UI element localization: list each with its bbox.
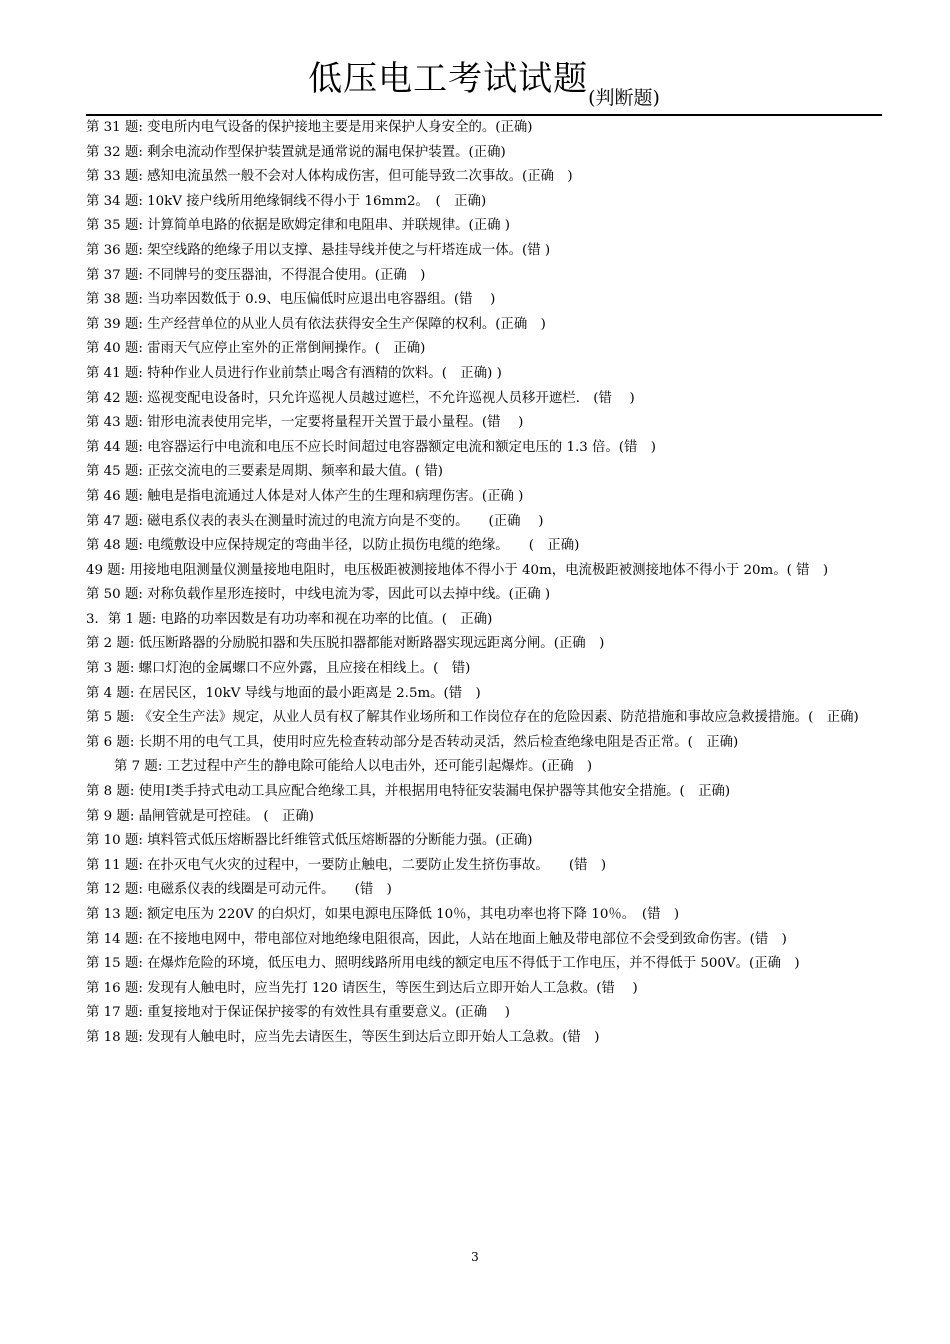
page-number: 3 <box>471 1250 479 1264</box>
question-item: 第 50 题: 对称负载作星形连接时，中线电流为零，因此可以去掉中线。(正确 ) <box>86 587 551 603</box>
question-item: 第 42 题: 巡视变配电设备时，只允许巡视人员越过遮栏，不允许巡视人员移开遮栏. (错 ) <box>86 390 635 406</box>
question-item: 第 17 题: 重复接地对于保证保护接零的有效性具有重要意义。(正确 ) <box>86 1005 510 1021</box>
question-item: 第 39 题: 生产经营单位的从业人员有依法获得安全生产保障的权利。(正确 ) <box>86 316 546 332</box>
question-item: 3．第 1 题: 电路的功率因数是有功功率和视在功率的比值。( 正确) <box>86 611 493 627</box>
question-item: 第 47 题: 磁电系仪表的表头在测量时流过的电流方向是不变的。 (正确 ) <box>86 513 544 529</box>
question-item: 第 33 题: 感知电流虽然一般不会对人体构成伤害，但可能导致二次事故。(正确 ) <box>86 169 573 185</box>
question-item: 第 12 题: 电磁系仪表的线圈是可动元件。 (错 ) <box>86 882 392 898</box>
question-item: 第 7 题: 工艺过程中产生的静电除可能给人以电击外，还可能引起爆炸。(正确 ) <box>114 759 593 775</box>
question-item: 第 14 题: 在不接地电网中，带电部位对地绝缘电阻很高，因此，人站在地面上触及带电部位不会受到致命伤害。(错 ) <box>86 931 787 947</box>
question-item: 第 34 题: 10kV 接户线所用绝缘铜线不得小于 16mm2。 ( 正确) <box>86 193 487 209</box>
question-item: 第 15 题: 在爆炸危险的环境，低压电力、照明线路所用电线的额定电压不得低于工作电压，并不得低于 500V。(正确 ) <box>86 956 800 972</box>
question-item: 第 4 题: 在居民区，10kV 导线与地面的最小距离是 2.5m。(错 ) <box>86 685 481 701</box>
question-item: 第 36 题: 架空线路的绝缘子用以支撑、悬挂导线并使之与杆塔连成一体。(错 ) <box>86 242 551 258</box>
question-item: 第 31 题: 变电所内电气设备的保护接地主要是用来保护人身安全的。(正确) <box>86 120 533 135</box>
question-item: 第 44 题: 电容器运行中电流和电压不应长时间超过电容器额定电流和额定电压的 1.3 倍。(错 ) <box>86 439 657 455</box>
question-item: 第 37 题: 不同牌号的变压器油，不得混合使用。(正确 ) <box>86 267 426 283</box>
question-item: 第 40 题: 雷雨天气应停止室外的正常倒闸操作。( 正确) <box>86 341 426 357</box>
question-item: 第 43 题: 钳形电流表使用完毕，一定要将量程开关置于最小量程。(错 ) <box>86 415 524 431</box>
question-item: 第 32 题: 剩余电流动作型保护装置就是通常说的漏电保护装置。(正确) <box>86 144 506 160</box>
question-item: 第 41 题: 特种作业人员进行作业前禁止喝含有酒精的饮料。( 正确) ) <box>86 365 502 381</box>
question-list <box>86 116 882 1051</box>
question-item: 第 46 题: 触电是指电流通过人体是对人体产生的生理和病理伤害。(正确 ) <box>86 488 524 504</box>
question-item: 第 18 题: 发现有人触电时，应当先去请医生，等医生到达后立即开始人工急救。(错 ) <box>86 1029 600 1045</box>
document-subtitle: (判断题) <box>588 87 660 109</box>
page-header <box>86 50 882 116</box>
question-item: 第 38 题: 当功率因数低于 0.9、电压偏低时应退出电容器组。(错 ) <box>86 292 496 308</box>
question-item: 第 6 题: 长期不用的电气工具，使用时应先检查转动部分是否转动灵活，然后检查绝缘电阻是否正常。( 正确) <box>86 734 739 750</box>
question-item: 第 11 题: 在扑灭电气火灾的过程中，一要防止触电，二要防止发生挤伤事故。 (错 ) <box>86 857 607 873</box>
question-item: 第 16 题: 发现有人触电时，应当先打 120 请医生，等医生到达后立即开始人工急救。(错 ) <box>86 980 638 996</box>
question-item: 第 48 题: 电缆敷设中应保持规定的弯曲半径，以防止损伤电缆的绝缘。 ( 正确) <box>86 538 580 554</box>
question-item: 第 9 题: 晶闸管就是可控硅。 ( 正确) <box>86 808 314 824</box>
question-item: 第 10 题: 填料管式低压熔断器比纤维管式低压熔断器的分断能力强。(正确) <box>86 833 533 849</box>
question-item: 第 35 题: 计算简单电路的依据是欧姆定律和电阻串、并联规律。(正确 ) <box>86 218 510 234</box>
question-item: 第 13 题: 额定电压为 220V 的白炽灯，如果电源电压降低 10％，其电功率也将下降 10％。 (错 ) <box>86 907 680 922</box>
document-title: 低压电工考试试题 <box>308 59 589 99</box>
question-item: 第 5 题: 《安全生产法》规定，从业人员有权了解其作业场所和工作岗位存在的危险因素、防范措施和事故应急救援措施。( 正确) <box>86 710 859 726</box>
question-item: 第 45 题: 正弦交流电的三要素是周期、频率和最大值。( 错) <box>86 464 444 480</box>
question-item: 第 2 题: 低压断路器的分励脱扣器和失压脱扣器都能对断路器实现远距离分闸。(正确 ) <box>86 636 605 652</box>
question-item: 第 3 题: 螺口灯泡的金属螺口不应外露，且应接在相线上。( 错) <box>86 661 471 677</box>
question-item: 49 题: 用接地电阻测量仪测量接地电阻时，电压极距被测接地体不得小于 40m，电流极距被测接地体不得小于 20m。( 错 ) <box>86 562 829 578</box>
question-item: 第 8 题: 使用Ⅰ类手持式电动工具应配合绝缘工具，并根据用电特征安装漏电保护器等其他安全措施。( 正确) <box>86 784 731 800</box>
